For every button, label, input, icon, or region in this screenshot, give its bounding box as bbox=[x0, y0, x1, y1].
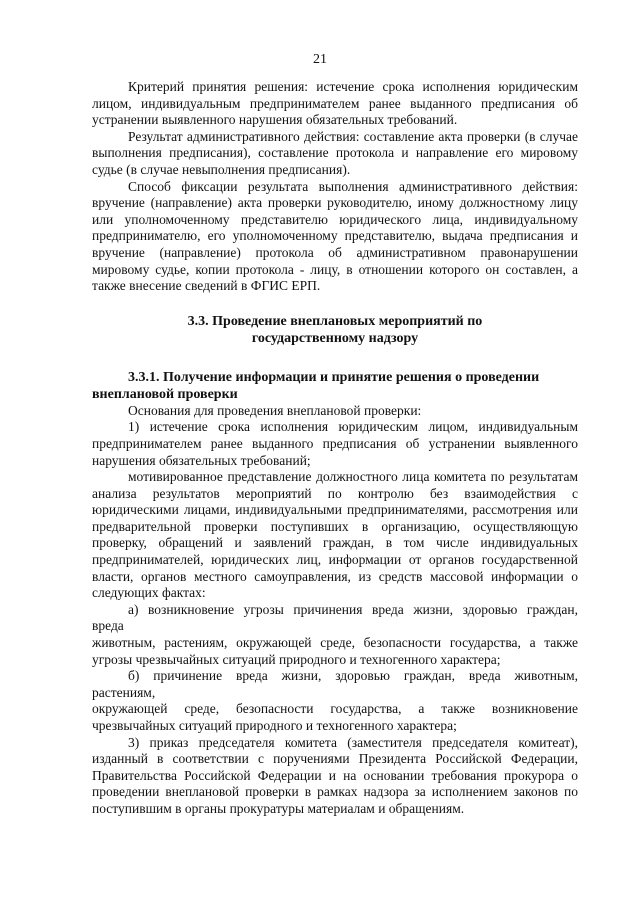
section-heading-line1: 3.3. Проведение внеплановых мероприятий по bbox=[187, 313, 483, 329]
paragraph-item-b-line1: б) причинение вреда жизни, здоровью граждан, вреда животным, bbox=[128, 668, 578, 684]
subsection-heading bbox=[92, 369, 578, 403]
section-heading-line2: государственному надзору bbox=[251, 330, 419, 346]
paragraph-item-b-rest-line1: окружающей среде, безопасности государства, а также возникновение bbox=[92, 701, 578, 717]
paragraph-item-b-rest-line2: чрезвычайных ситуаций природного и техногенного характера; bbox=[92, 718, 457, 733]
paragraph-item-3: 3) приказ председателя комитета (заместителя председателя комитеат), изданный в соответствии с поручениями Президента Российской Федерации, Правительства Российской Федерации и на основании требования прокурора о проведении внеплановой проверки в рамках надзора за исполнением законов по поступившим в органы прокуратуры материалам и обращениям. bbox=[92, 734, 578, 816]
paragraph-item-a-line2: вреда bbox=[92, 618, 124, 634]
paragraph-item-a-rest: животным, растениям, окружающей среде, безопасности государства, а также угрозы чрезвычайных ситуаций природного и техногенного характера; bbox=[92, 635, 578, 667]
paragraph-grounds: Основания для проведения внеплановой проверки: bbox=[128, 402, 422, 418]
paragraph-item-b-line2: растениям, bbox=[92, 684, 156, 700]
paragraph-item-a-line1: а) возникновение угрозы причинения вреда жизни, здоровью граждан, bbox=[128, 601, 578, 617]
paragraph-decision-criterion: Критерий принятия решения: истечение срока исполнения юридическим лицом, индивидуальным предпринимателем ранее выданного предписания об устранении выявленного нарушения обязательных требований. bbox=[92, 79, 578, 128]
page-number: 21 bbox=[313, 52, 327, 67]
section-heading bbox=[92, 313, 578, 347]
paragraph-action-result: Результат административного действия: составление акта проверки (в случае выполнения предписания), составление протокола и направление его мировому судье (в случае невыполнения предписания). bbox=[92, 128, 578, 177]
paragraph-item-2: мотивированное представление должностного лица комитета по результатам анализа результатов мероприятий по контролю без взаимодействия с юридическими лицами, индивидуальными предпринимателями, рассмотрения или предварительной проверки поступивших в организацию, осуществляющую проверку, обращений и заявлений граждан, в том числе индивидуальных предпринимателей, юридических лиц, информации от органов государственной власти, органов местного самоуправления, из средств массовой информации о следующих фактах: bbox=[92, 469, 578, 601]
paragraph-item-1: 1) истечение срока исполнения юридическим лицом, индивидуальным предпринимателем ранее выданного предписания об устранении выявленного нарушения обязательных требований; bbox=[92, 419, 578, 468]
document-body bbox=[92, 79, 578, 818]
paragraph-fixation-method: Способ фиксации результата выполнения административного действия: вручение (направление) акта проверки руководителю, иному должностному лицу или уполномоченному представителю юридического лица, индивидуальному предпринимателю, его уполномоченному представителю, выдача предписания и вручение (направление) протокола об административном правонарушении мировому судье, копии протокола - лицу, в отношении которого он составлен, а также внесение сведений в ФГИС ЕРП. bbox=[92, 178, 578, 294]
subsection-heading-line2: внеплановой проверки bbox=[92, 386, 238, 402]
subsection-heading-line1: 3.3.1. Получение информации и принятие решения о проведении bbox=[128, 369, 540, 385]
